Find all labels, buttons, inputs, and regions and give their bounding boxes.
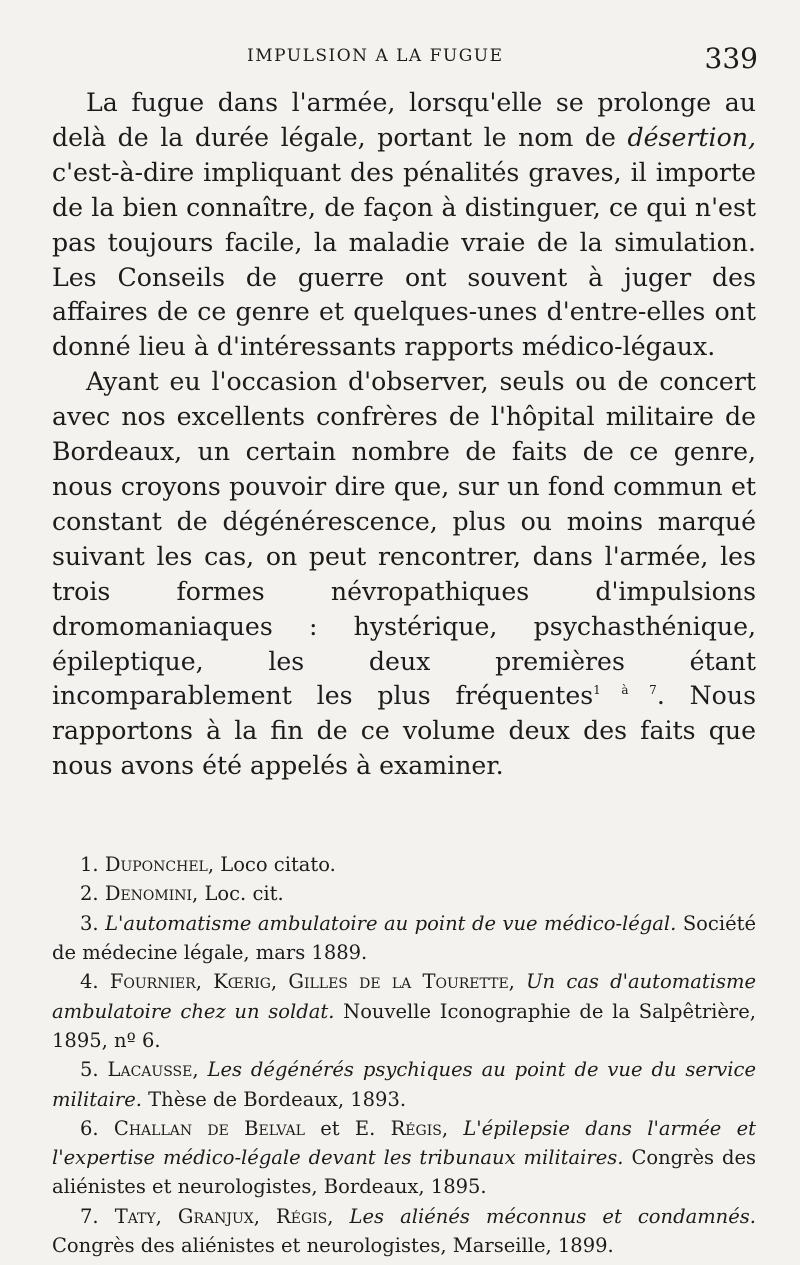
italic-term: désertion, — [627, 122, 756, 152]
paragraph-text: . Nous rapportons à la fin de ce volume deux des faits que nous avons été appelés à examiner. — [52, 681, 756, 781]
paragraph-text: Ayant eu l'occasion d'observer, seuls ou de concert avec nos excellents confrères de l'hôpital militaire de Bordeaux, un certain nombre de faits de ce genre, nous croyons pouvoir dire que, sur un fond commun et constant de dégénérescence, plus ou moins marqué suivant les cas, on peut rencontrer, dans l'armée, les trois formes névropathiques d'impulsions dromomaniaques : hystérique, psychasthénique, épileptique, les deux premières étant incomparablement les plus fréquentes — [52, 367, 756, 711]
footnote-number: 1. — [80, 853, 99, 877]
paragraph — [52, 86, 756, 365]
footnote-author: Challan de Belval — [113, 1116, 305, 1140]
footnote — [52, 909, 756, 968]
footnote-text: Congrès des aliénistes et neurologistes, Marseille, 1899. — [52, 1233, 614, 1257]
footnote-number: 6. — [80, 1116, 99, 1140]
footnote-number: 3. — [80, 911, 99, 935]
footnote-reference: 1 à 7 — [593, 683, 657, 698]
footnote: 4. Fournier, Kœrig, Gilles de la Tourette, Un cas d'automatisme ambulatoire chez un soldat. Nouvelle Iconographie de la Salpêtrière, 1895, nº 6. — [52, 970, 756, 1052]
page-number: 339 — [704, 42, 758, 75]
footnote: 5. Lacausse, Les dégénérés psychiques au point de vue du service militaire. Thèse de Bordeaux, 1893. — [52, 1058, 756, 1111]
footnote-number: 2. — [80, 882, 99, 906]
footnote-text: Thèse de Bordeaux, 1893. — [141, 1087, 407, 1111]
footnote-text: Congrès des aliénistes et neurologistes, Bordeaux, 1895. — [52, 1146, 756, 1199]
footnote-text: , Loco citato. — [207, 853, 336, 877]
footnote-number: 5. — [80, 1058, 99, 1082]
footnote-title: L'épilepsie dans l'armée et l'expertise médico-légale devant les tribunaux militaires. — [52, 1116, 757, 1170]
footnote-text: Nouvelle Iconographie de la Salpêtrière, 1895, nº 6. — [52, 999, 756, 1052]
book-page — [52, 38, 756, 1260]
paragraph-text: c'est-à-dire impliquant des pénalités graves, il importe de la bien connaître, de façon à distinguer, ce qui n'est pas toujours facile, la maladie vraie de la simulation. Les Conseils de guerre ont souvent à juger des affaires de ce genre et quelques-unes d'entre-elles ont donné lieu à d'intéressants rapports médico-légaux. — [52, 157, 756, 362]
footnote-title: L'automatisme ambulatoire au point de vue médico-légal. — [105, 911, 677, 935]
footnote-title: Les dégénérés psychiques au point de vue du service militaire. — [52, 1058, 756, 1111]
footnote-author: Duponchel — [104, 853, 208, 877]
paragraph — [52, 365, 756, 784]
footnotes — [52, 850, 756, 1260]
footnote-text: , Loc. cit. — [192, 882, 284, 906]
footnote: 6. Challan de Belval et E. Régis, L'épilepsie dans l'armée et l'expertise médico-légale devant les tribunaux militaires. Congrès des aliénistes et neurologistes, Bordeaux, 1895. — [52, 1116, 757, 1199]
footnote: 7. Taty, Granjux, Régis, Les aliénés méconnus et condamnés. Congrès des aliénistes et neurologistes, Marseille, 1899. — [52, 1204, 756, 1257]
running-title: IMPULSION A LA FUGUE — [247, 46, 504, 66]
footnote-author: Lacausse — [107, 1058, 193, 1082]
footnote-text: Société de médecine légale, mars 1889. — [52, 911, 756, 965]
footnote-number: 7. — [80, 1204, 99, 1228]
page-header — [52, 38, 756, 78]
footnote-author: Fournier, Kœrig, Gilles de la Tourette — [109, 970, 509, 994]
body-text — [52, 86, 756, 784]
paragraph-text: La fugue dans l'armée, lorsqu'elle se prolonge au delà de la durée légale, portant le nom de — [52, 88, 756, 152]
footnote — [52, 879, 756, 908]
footnote-author: Taty, Granjux, Régis — [114, 1204, 328, 1228]
footnote-author: Denomini — [104, 882, 193, 906]
footnote-text: et E. — [304, 1116, 391, 1140]
footnote-title: Un cas d'automatisme ambulatoire chez un soldat. — [52, 970, 756, 1023]
footnote — [52, 850, 756, 879]
footnote-author: Régis — [390, 1116, 442, 1140]
footnote-number: 4. — [80, 970, 99, 994]
footnote-title: Les aliénés méconnus et condamnés. — [349, 1204, 756, 1228]
